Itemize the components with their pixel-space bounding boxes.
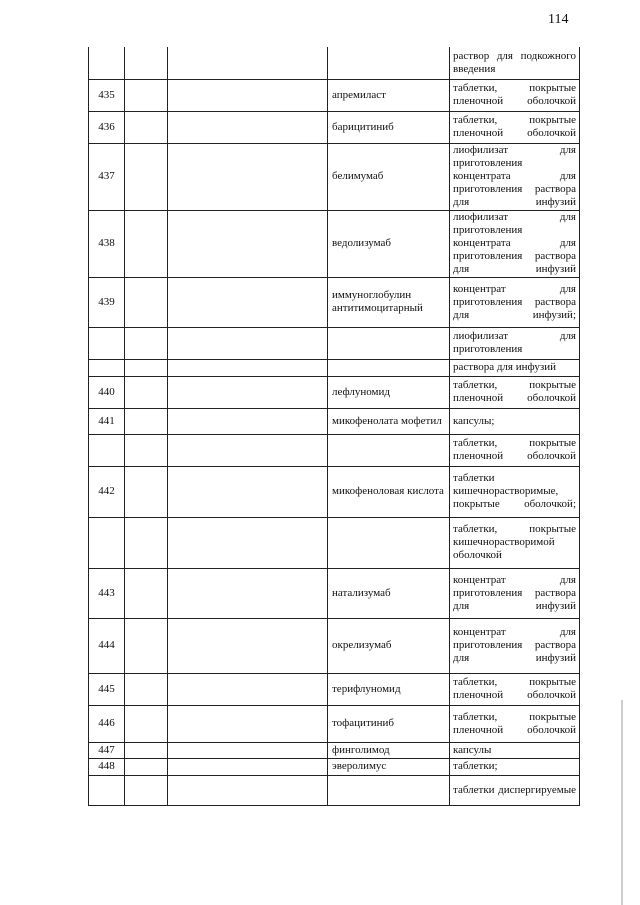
table-row	[89, 517, 580, 568]
empty-cell	[168, 673, 328, 705]
drug-name	[328, 47, 450, 79]
scan-edge-shadow	[621, 700, 623, 905]
page-number: 114	[548, 12, 569, 27]
row-number	[89, 359, 125, 376]
empty-cell	[168, 408, 328, 434]
table-row	[89, 568, 580, 618]
row-number	[89, 517, 125, 568]
empty-cell	[125, 758, 168, 775]
empty-cell	[125, 277, 168, 327]
dosage-form: таблетки;	[450, 758, 580, 775]
table-row	[89, 143, 580, 210]
row-number: 441	[89, 408, 125, 434]
empty-cell	[125, 210, 168, 277]
row-number: 438	[89, 210, 125, 277]
empty-cell	[125, 327, 168, 359]
row-number: 448	[89, 758, 125, 775]
table-row	[89, 376, 580, 408]
drug-name	[328, 517, 450, 568]
dosage-form: раствора для инфузий	[450, 359, 580, 376]
row-number: 436	[89, 111, 125, 143]
table-row	[89, 758, 580, 775]
dosage-form: концентрат для приготовления раствора для инфузий	[450, 618, 580, 673]
dosage-form: лиофилизат для приготовления	[450, 327, 580, 359]
table-row	[89, 408, 580, 434]
empty-cell	[125, 143, 168, 210]
row-number	[89, 434, 125, 466]
row-number: 443	[89, 568, 125, 618]
empty-cell	[125, 359, 168, 376]
drug-name: белимумаб	[328, 143, 450, 210]
drug-name	[328, 434, 450, 466]
empty-cell	[168, 758, 328, 775]
drug-name: эверолимус	[328, 758, 450, 775]
empty-cell	[168, 79, 328, 111]
row-number: 447	[89, 742, 125, 758]
dosage-form: раствор для подкожного введения	[450, 47, 580, 79]
drug-name: тофацитиниб	[328, 705, 450, 742]
drug-name	[328, 327, 450, 359]
dosage-form: таблетки, покрытые пленочной оболочкой	[450, 434, 580, 466]
dosage-form: лиофилизат для приготовления концентрата для приготовления раствора для инфузий	[450, 143, 580, 210]
dosage-form: таблетки кишечнорастворимые, покрытые оболочкой;	[450, 466, 580, 517]
empty-cell	[125, 79, 168, 111]
table-row	[89, 47, 580, 79]
table-row	[89, 277, 580, 327]
dosage-form: капсулы;	[450, 408, 580, 434]
empty-cell	[125, 466, 168, 517]
dosage-form: таблетки, покрытые кишечнорастворимой оболочкой	[450, 517, 580, 568]
dosage-form: таблетки, покрытые пленочной оболочкой	[450, 376, 580, 408]
drug-name: микофенолата мофетил	[328, 408, 450, 434]
table-row	[89, 434, 580, 466]
empty-cell	[125, 775, 168, 805]
dosage-form: таблетки, покрытые пленочной оболочкой	[450, 705, 580, 742]
dosage-form: таблетки, покрытые пленочной оболочкой	[450, 79, 580, 111]
empty-cell	[125, 673, 168, 705]
empty-cell	[168, 434, 328, 466]
drug-name	[328, 359, 450, 376]
drug-name: барицитиниб	[328, 111, 450, 143]
dosage-form: таблетки, покрытые пленочной оболочкой	[450, 673, 580, 705]
empty-cell	[168, 618, 328, 673]
dosage-form: концентрат для приготовления раствора для инфузий;	[450, 277, 580, 327]
row-number: 442	[89, 466, 125, 517]
empty-cell	[125, 47, 168, 79]
dosage-form: лиофилизат для приготовления концентрата для приготовления раствора для инфузий	[450, 210, 580, 277]
table-row	[89, 466, 580, 517]
dosage-form: таблетки, покрытые пленочной оболочкой	[450, 111, 580, 143]
empty-cell	[125, 111, 168, 143]
table-row	[89, 673, 580, 705]
row-number: 440	[89, 376, 125, 408]
drug-name	[328, 775, 450, 805]
table-row	[89, 111, 580, 143]
dosage-form: концентрат для приготовления раствора для инфузий	[450, 568, 580, 618]
table-row	[89, 618, 580, 673]
row-number: 435	[89, 79, 125, 111]
drug-name: ведолизумаб	[328, 210, 450, 277]
drug-name: микофеноловая кислота	[328, 466, 450, 517]
row-number: 439	[89, 277, 125, 327]
table-row	[89, 79, 580, 111]
table-row	[89, 210, 580, 277]
drug-name: окрелизумаб	[328, 618, 450, 673]
empty-cell	[168, 143, 328, 210]
table-row	[89, 742, 580, 758]
drug-name: терифлуномид	[328, 673, 450, 705]
empty-cell	[125, 434, 168, 466]
empty-cell	[168, 111, 328, 143]
row-number	[89, 47, 125, 79]
row-number: 437	[89, 143, 125, 210]
table-row	[89, 359, 580, 376]
empty-cell	[168, 775, 328, 805]
row-number	[89, 775, 125, 805]
empty-cell	[168, 568, 328, 618]
empty-cell	[168, 742, 328, 758]
drug-name: натализумаб	[328, 568, 450, 618]
drug-name: апремиласт	[328, 79, 450, 111]
table-row	[89, 705, 580, 742]
drug-table	[88, 47, 580, 806]
empty-cell	[168, 277, 328, 327]
empty-cell	[125, 376, 168, 408]
empty-cell	[168, 705, 328, 742]
empty-cell	[168, 517, 328, 568]
empty-cell	[125, 742, 168, 758]
empty-cell	[125, 568, 168, 618]
table-row	[89, 327, 580, 359]
drug-name: финголимод	[328, 742, 450, 758]
row-number	[89, 327, 125, 359]
drug-table-body	[89, 47, 580, 805]
dosage-form: таблетки диспергируемые	[450, 775, 580, 805]
dosage-form: капсулы	[450, 742, 580, 758]
drug-name: лефлуномид	[328, 376, 450, 408]
row-number: 446	[89, 705, 125, 742]
table-row	[89, 775, 580, 805]
empty-cell	[168, 47, 328, 79]
empty-cell	[168, 327, 328, 359]
row-number: 444	[89, 618, 125, 673]
drug-name: иммуноглобулин антитимоцитарный	[328, 277, 450, 327]
empty-cell	[125, 408, 168, 434]
row-number: 445	[89, 673, 125, 705]
empty-cell	[168, 466, 328, 517]
empty-cell	[125, 705, 168, 742]
empty-cell	[125, 618, 168, 673]
empty-cell	[168, 376, 328, 408]
empty-cell	[168, 359, 328, 376]
empty-cell	[125, 517, 168, 568]
empty-cell	[168, 210, 328, 277]
